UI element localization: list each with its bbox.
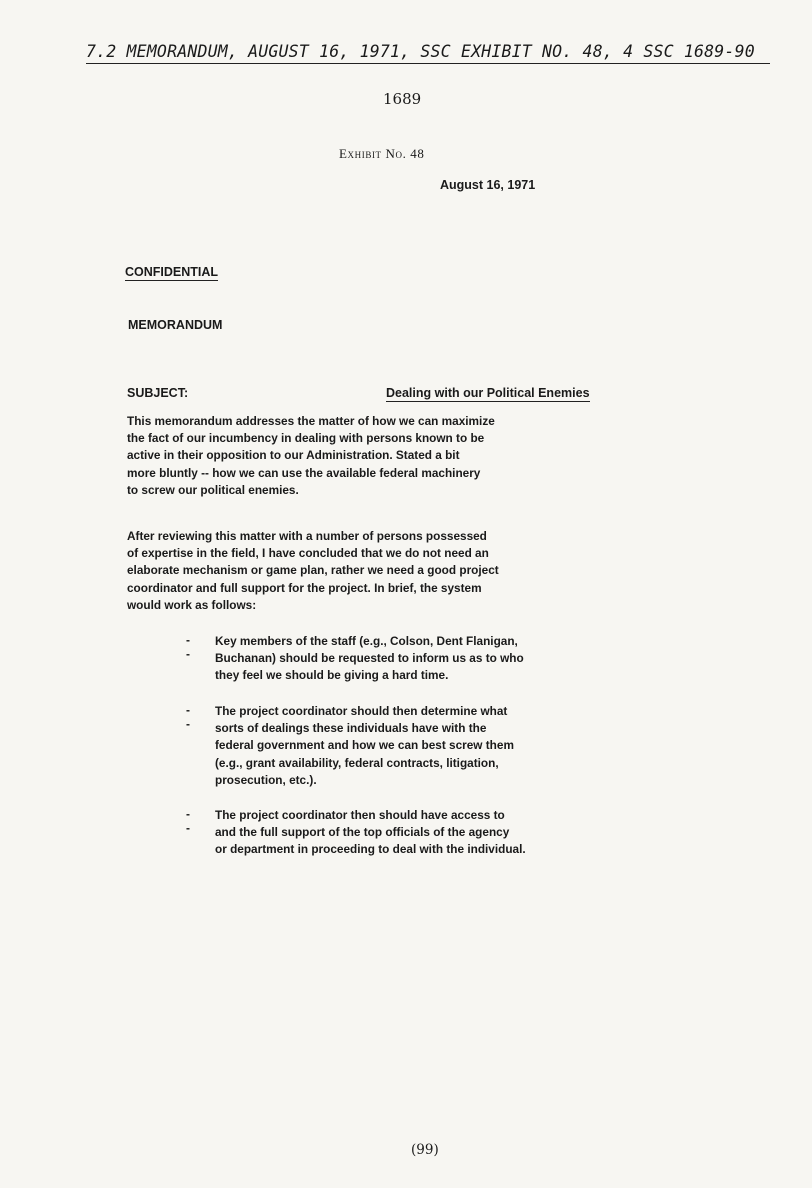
list-item-line: or department in proceeding to deal with the individual. (215, 842, 526, 857)
dash-marker: -- (186, 703, 190, 731)
list-item-line: (e.g., grant availability, federal contracts, litigation, (215, 755, 499, 770)
list-item-line: The project coordinator should then determine what (215, 704, 508, 718)
list-item-line: Buchanan) should be requested to inform us as to who (215, 651, 524, 666)
paragraph-2 (127, 528, 667, 614)
paragraph-line: After reviewing this matter with a number of persons possessed (127, 529, 487, 543)
memo-label: MEMORANDUM (128, 318, 223, 332)
paragraph-line: to screw our political enemies. (127, 482, 299, 497)
paragraph-line: elaborate mechanism or game plan, rather we need a good project (127, 563, 499, 578)
list-item-line: Key members of the staff (e.g., Colson, Dent Flanigan, (215, 634, 518, 648)
list-item-line: The project coordinator then should have access to (215, 808, 505, 822)
page-number-bottom: (99) (411, 1142, 439, 1158)
paragraph-1 (127, 413, 667, 499)
paragraph-line: active in their opposition to our Administration. Stated a bit (127, 448, 460, 463)
page-number-top: 1689 (383, 90, 422, 108)
paragraph-line: coordinator and full support for the project. In brief, the system (127, 580, 482, 595)
list-item-line: federal government and how we can best screw them (215, 738, 514, 753)
paragraph-line: more bluntly -- how we can use the available federal machinery (127, 465, 481, 480)
paragraph-line: This memorandum addresses the matter of how we can maximize (127, 414, 495, 428)
paragraph-line: of expertise in the field, I have concluded that we do not need an (127, 546, 489, 561)
list-item-line: they feel we should be giving a hard time. (215, 668, 449, 683)
exhibit-label: Exhibit No. 48 (339, 146, 425, 161)
list-item-line: prosecution, etc.). (215, 772, 317, 787)
list-item-line: sorts of dealings these individuals have with the (215, 721, 487, 736)
dash-marker: -- (186, 807, 190, 835)
subject-value: Dealing with our Political Enemies (386, 386, 590, 400)
list-item-line: and the full support of the top officials of the agency (215, 825, 510, 840)
subject-label: SUBJECT: (127, 386, 189, 400)
paragraph-line: the fact of our incumbency in dealing with persons known to be (127, 431, 485, 446)
dash-marker: -- (186, 633, 190, 661)
header-citation: 7.2 MEMORANDUM, AUGUST 16, 1971, SSC EXHIBIT NO. 48, 4 SSC 1689-90 (86, 42, 770, 64)
memo-date: August 16, 1971 (440, 178, 536, 192)
paragraph-line: would work as follows: (127, 597, 257, 612)
classification-label: CONFIDENTIAL (125, 265, 219, 279)
